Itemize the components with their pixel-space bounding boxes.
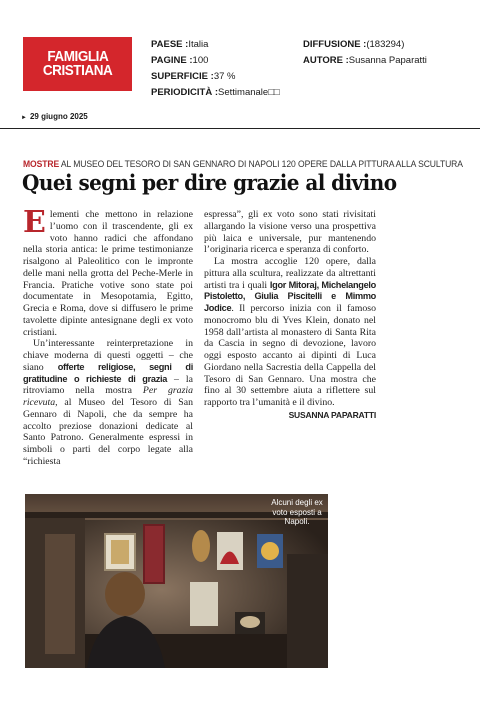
- photo-caption: Alcuni degli ex voto esposti a Napoli.: [271, 498, 323, 526]
- paragraph-1: Elementi che mettono in relazione l’uomo con il trascendente, gli ex voto hanno radici che affondano nella storia antica: le prime testimonianze risalgono al Paleolitico con le impronte delle mani nella grotta del Peche-Merle in Francia. Pratiche votive sono state poi documentate in Mesopotamia, Egitto, Grecia e Roma, dove si diffusero le prime tavolette dipinte antesignane degli ex voto cristiani.: [23, 205, 193, 338]
- arrow-right-icon: ►: [21, 115, 27, 121]
- meta-paese: PAESE :Italia: [151, 39, 209, 50]
- article-kicker: MOSTRE AL MUSEO DEL TESORO DI SAN GENNARO DI NAPOLI 120 OPERE DALLA PITTURA ALLA SCULTURA: [23, 159, 463, 170]
- paragraph-4: La mostra accoglie 120 opere, dalla pittura alla scultura, realizzate da altrettanti artisti tra i quali Igor Mitoraj, Michelangelo Pistoletto, Giulia Piscitelli e Mimmo Jodice. Il percorso inizia con il famoso monocromo blu di Yves Klein, donato nel 1958 dall’artista al monastero di Santa Rita da Cascia in segno di devozione, lavoro oggi esposto accanto ai dipinti di Luca Giordano nella Sacrestia della Cappella del Tesoro di San Gennaro. Una mostra che fino al 30 settembre aiuta a riflettere sul rapporto tra l’umanità e il divino.: [204, 256, 376, 408]
- article-author: SUSANNA PAPARATTI: [288, 409, 376, 420]
- paragraph-3: espressa”, gli ex voto sono stati rivisitati allargando la visione verso una prospettiva più laica e universale, pur mantenendo l’originaria ricerca e speranza di conforto.: [204, 209, 376, 256]
- header-divider: [0, 128, 480, 129]
- logo-line-1: FAMIGLIA: [47, 47, 108, 65]
- meta-diffusione: DIFFUSIONE :(183294): [303, 39, 405, 50]
- drop-cap: E: [23, 205, 46, 240]
- article-column-2: [204, 209, 376, 422]
- meta-right-block: [303, 37, 427, 69]
- meta-superficie: SUPERFICIE :37 %: [151, 71, 236, 82]
- meta-pagine: PAGINE :100: [151, 55, 209, 66]
- meta-left-block: [151, 37, 280, 101]
- logo-line-2: CRISTIANA: [42, 62, 113, 79]
- publication-date: ► 29 giugno 2025: [21, 112, 88, 121]
- publication-logo: [23, 37, 132, 91]
- paragraph-2: Un’interessante reinterpretazione in chiave moderna di questi oggetti – che siano offerte religiose, segni di gratitudine o richieste di grazia – la ritroviamo nella mostra Per grazia ricevuta, al Museo del Tesoro di San Gennaro di Napoli, che da sempre ha accolto preziose donazioni dedicate al Santo Patrono. Generalmente espressi in simboli o parti del corpo legate alla “richiesta: [23, 338, 194, 467]
- meta-autore: AUTORE :Susanna Paparatti: [303, 55, 427, 66]
- exhibition-photo: [25, 494, 328, 668]
- article-column-1: [23, 205, 194, 468]
- meta-periodicita: PERIODICITÀ :Settimanale□□: [151, 87, 280, 98]
- article-headline: Quei segni per dire grazie al divino: [22, 171, 397, 196]
